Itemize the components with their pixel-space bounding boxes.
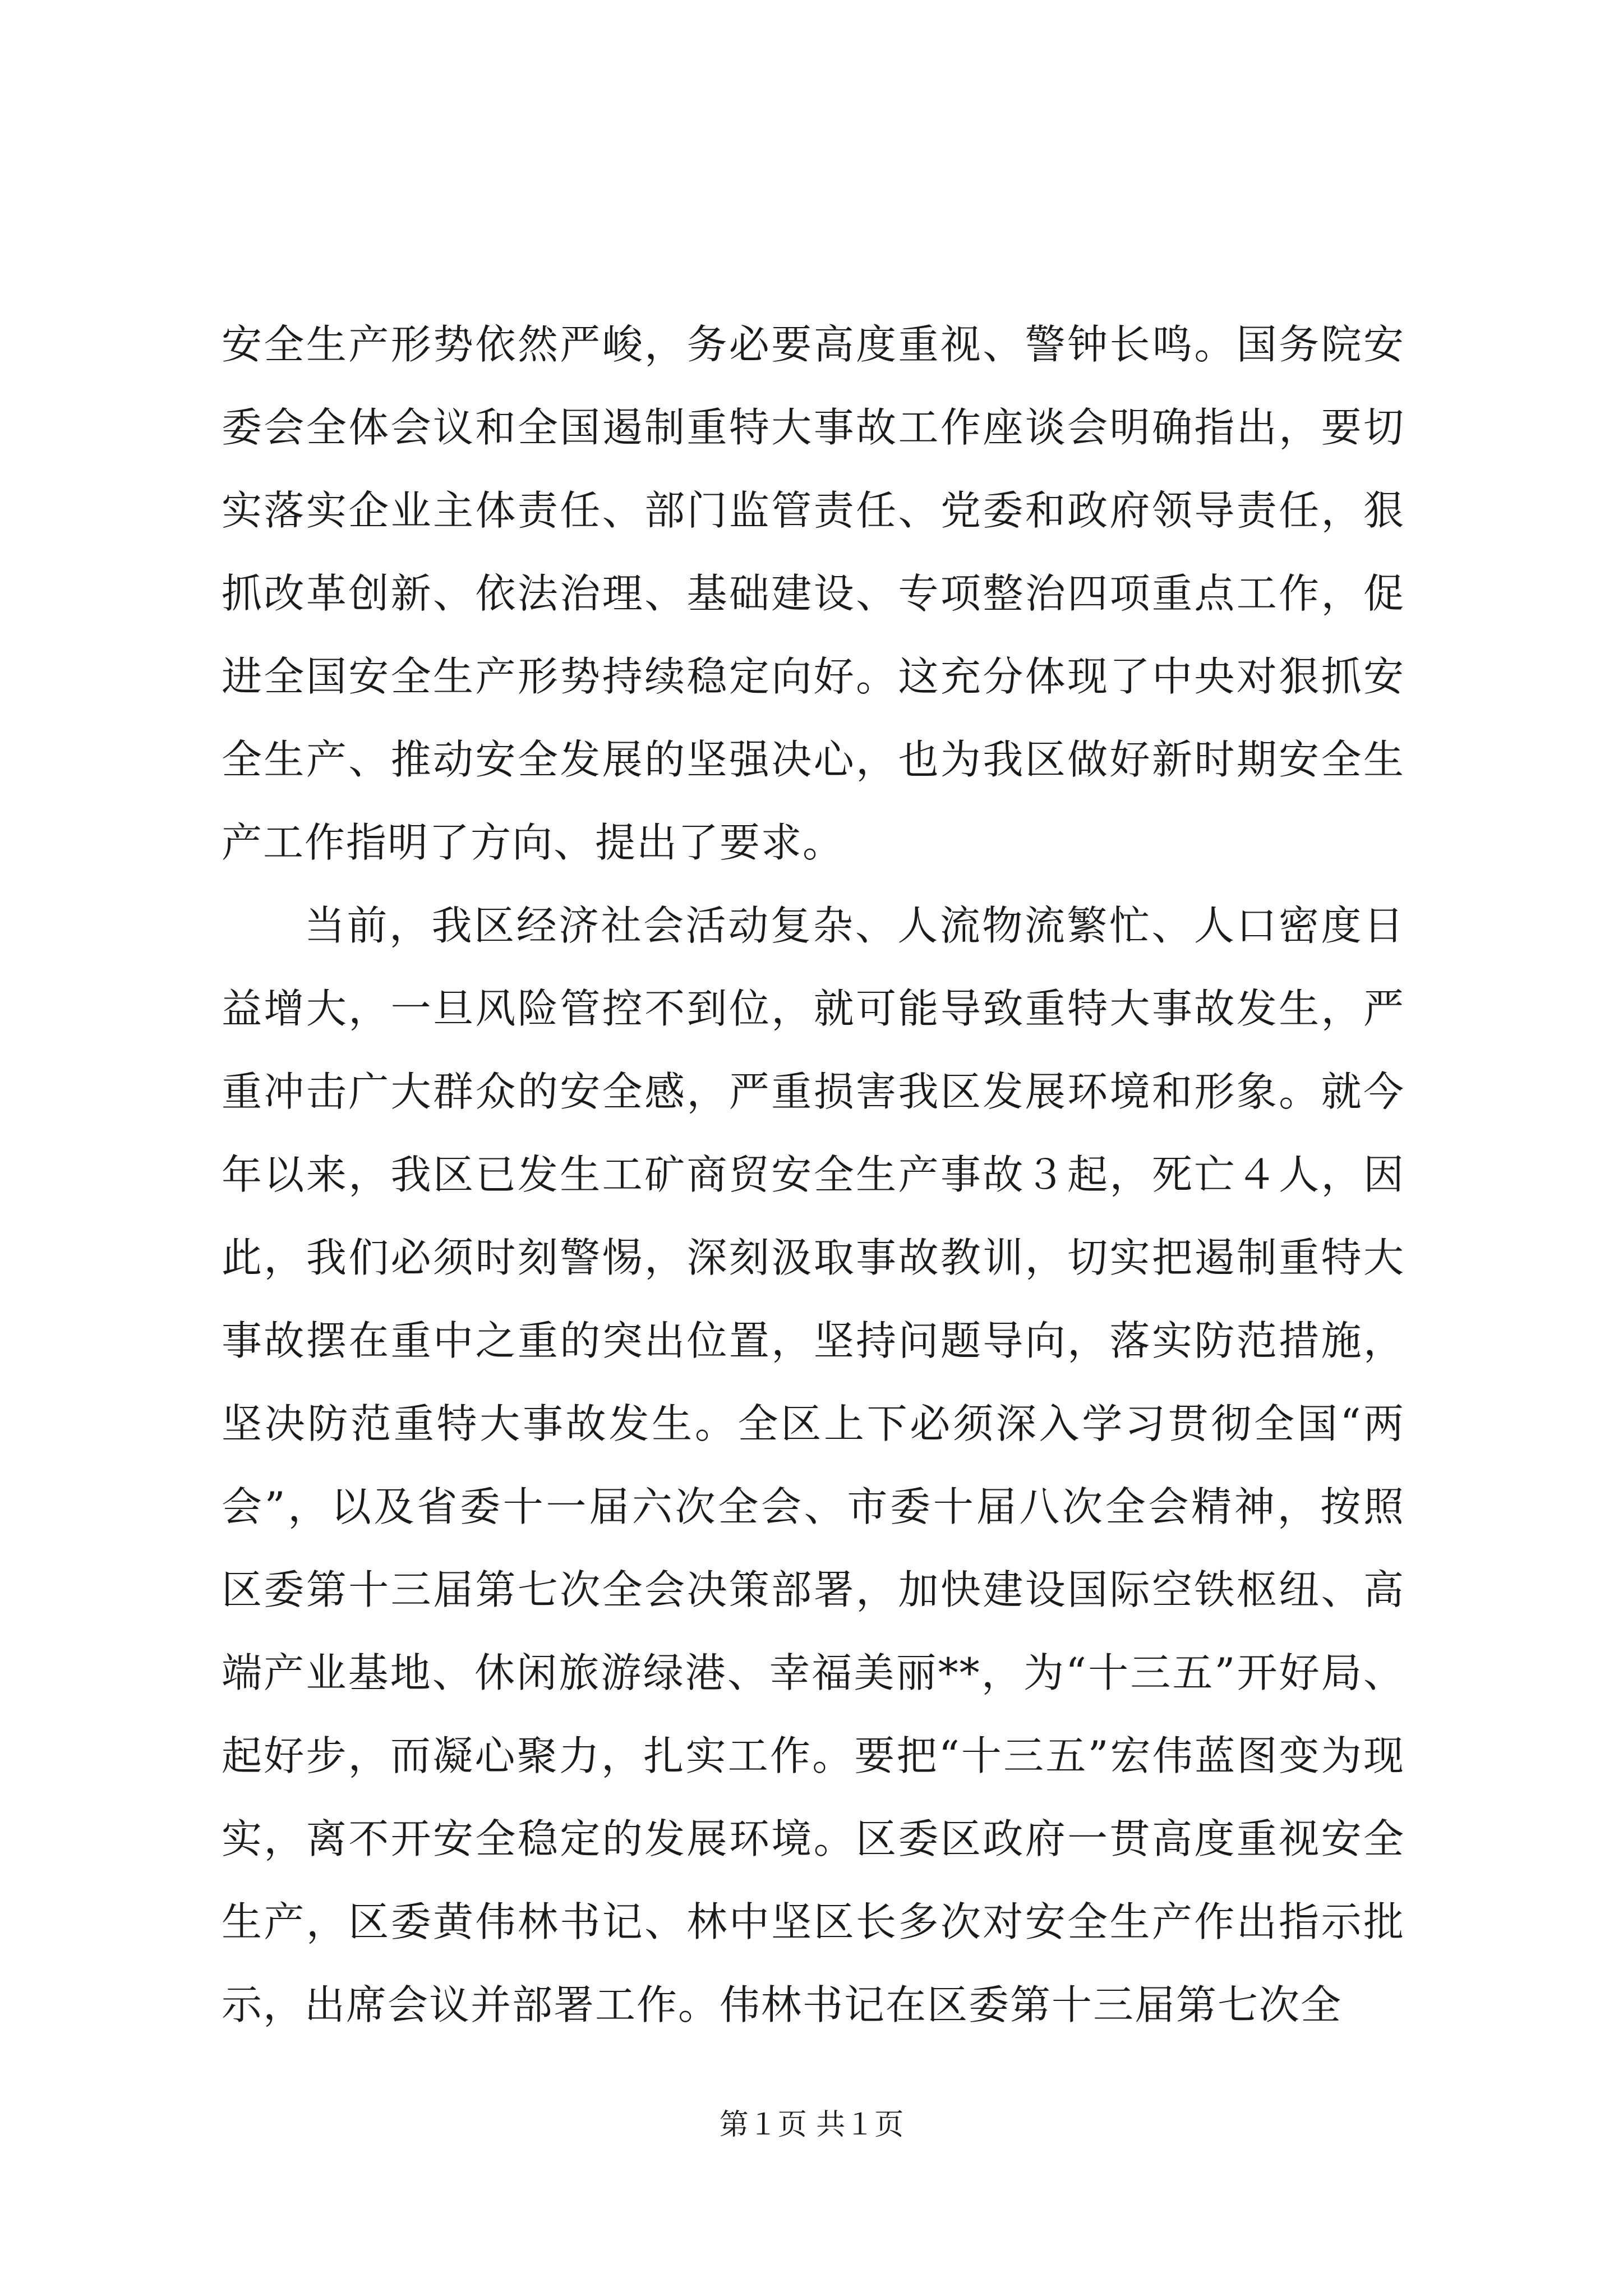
paragraph-2: 当前，我区经济社会活动复杂、人流物流繁忙、人口密度日益增大，一旦风险管控不到位，就可能导致重特大事故发生，严重冲击广大群众的安全感，严重损害我区发展环境和形象。就今年以来，我区已发生工矿商贸安全生产事故３起，死亡４人，因此，我们必须时刻警惕，深刻汲取事故教训，切实把遏制重特大事故摆在重中之重的突出位置，坚持问题导向，落实防范措施，坚决防范重特大事故发生。全区上下必须深入学习贯彻全国“两会”，以及省委十一届六次全会、市委十届八次全会精神，按照区委第十三届第七次全会决策部署，加快建设国际空铁枢纽、高端产业基地、休闲旅游绿港、幸福美丽**，为“十三五”开好局、起好步，而凝心聚力，扎实工作。要把“十三五”宏伟蓝图变为现实，离不开安全稳定的发展环境。区委区政府一贯高度重视安全生产，区委黄伟林书记、林中坚区长多次对安全生产作出指示批示，出席会议并部署工作。伟林书记在区委第十三届第七次全: [222, 902, 1405, 2028]
document-body: [222, 303, 1405, 2046]
page-footer: 第１页 共１页: [719, 2108, 904, 2142]
paragraph-1: 安全生产形势依然严峻，务必要高度重视、警钟长鸣。国务院安委会全体会议和全国遏制重特大事故工作座谈会明确指出，要切实落实企业主体责任、部门监管责任、党委和政府领导责任，狠抓改革创新、依法治理、基础建设、专项整治四项重点工作，促进全国安全生产形势持续稳定向好。这充分体现了中央对狠抓安全生产、推动安全发展的坚强决心，也为我区做好新时期安全生产工作指明了方向、提出了要求。: [222, 321, 1405, 866]
